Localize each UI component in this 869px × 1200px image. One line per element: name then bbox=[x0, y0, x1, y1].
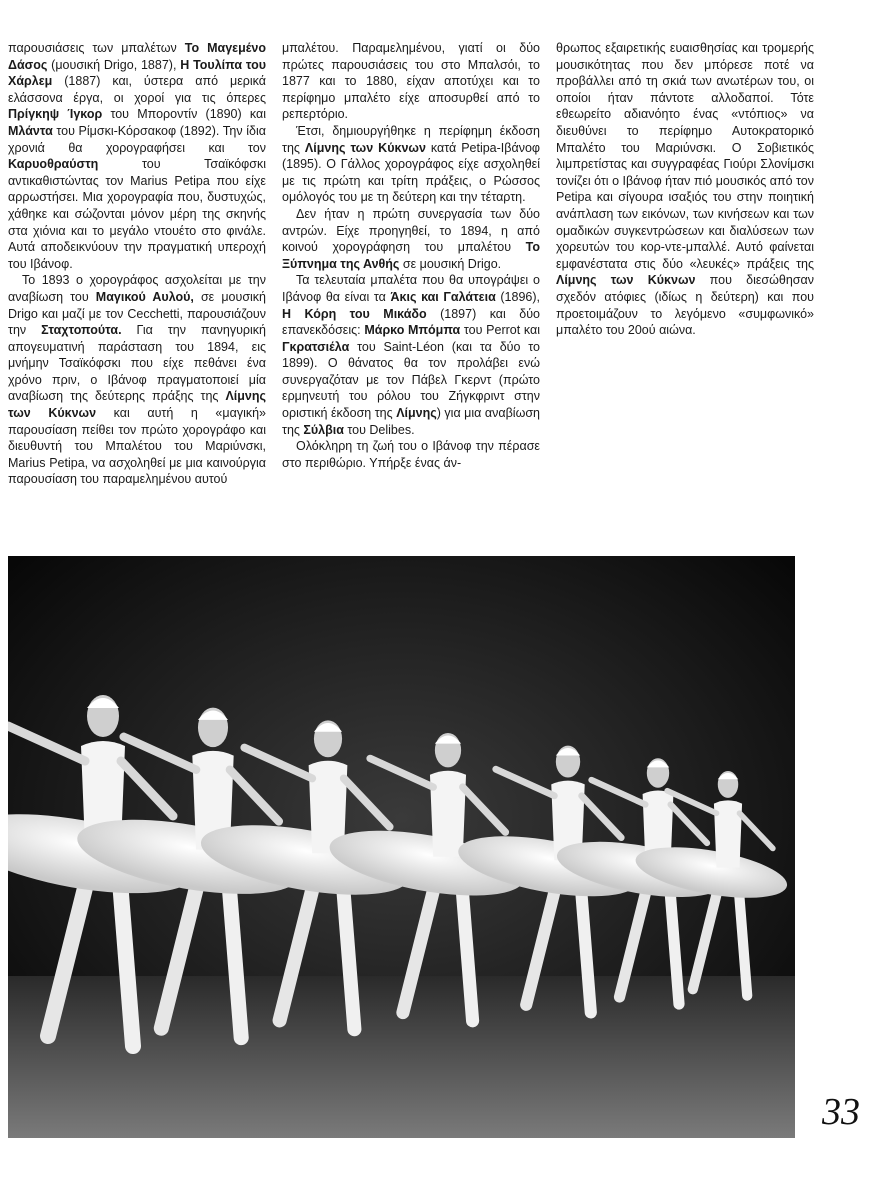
text-run: Δεν ήταν η πρώτη συνεργασία των δύο αντρών. Είχε προηγηθεί, το 1894, η από κοινού χορογράφηση του μπαλέτου bbox=[282, 206, 540, 255]
text-run: (1896), bbox=[495, 289, 540, 304]
bold-title: Πρίγκηψ Ίγκορ bbox=[8, 107, 103, 122]
text-run: και αυτή η «μαγική» παρουσίαση πείθει τον πρώτο χορογράφο και διευθυντή του Μπαλέτου του Μαριύνσκι, Marius Petipa, να ασχοληθεί με μια καινούργια παρουσίαση του παραμελημένου αυτού bbox=[8, 406, 266, 487]
text-run: Τα τελευταία μπαλέτα που θα υπογράψει ο Ιβάνοφ θα είναι τα bbox=[282, 273, 540, 304]
paragraph bbox=[8, 40, 266, 272]
bold-title: Το Ξύπνημα της Ανθής bbox=[282, 240, 540, 271]
text-run: (μουσική Drigo, 1887), bbox=[47, 57, 181, 72]
bold-title: Η Κόρη του Μικάδο bbox=[282, 306, 427, 321]
text-run: του Μποροντίν (1890) και bbox=[102, 107, 266, 122]
paragraph bbox=[282, 123, 540, 206]
text-run: παρουσιάσεις των μπαλέτων bbox=[8, 41, 185, 55]
text-run: Ολόκληρη τη ζωή του ο Ιβάνοφ την πέρασε στο περιθώριο. Υπήρξε ένας άν- bbox=[282, 439, 540, 470]
text-column-2 bbox=[282, 40, 540, 471]
text-run: σε μουσική Drigo. bbox=[399, 256, 502, 271]
bold-title: Λίμνης bbox=[396, 406, 437, 421]
page-number: 33 bbox=[822, 1091, 860, 1133]
bold-title: Μάρκο Μπόμπα bbox=[364, 323, 461, 338]
text-run: που διεσώθησαν σχεδόν ατόφιες (ιδίως η δεύτερη) και που προετοιμάζουν το λεγόμενο «συμφωνικό» μπαλέτο του 20ού αιώνα. bbox=[556, 273, 814, 338]
bold-title: Γκρατσιέλα bbox=[282, 339, 350, 354]
bold-title: Λίμνης των Κύκνων bbox=[8, 389, 266, 421]
text-run: του Ρίμσκι-Κόρσακοφ (1892). Την ίδια χρονιά θα χορογραφήσει και τον bbox=[8, 123, 266, 155]
paragraph bbox=[282, 40, 540, 123]
bold-title: Άκις και Γαλάτεια bbox=[390, 289, 496, 304]
paragraph bbox=[282, 272, 540, 438]
paragraph bbox=[282, 438, 540, 471]
bold-title: Το Μαγεμένο Δάσος bbox=[8, 41, 266, 72]
bold-title: Σύλβια bbox=[303, 422, 344, 437]
bold-title: Μαγικού Αυλού, bbox=[95, 289, 194, 304]
text-run: του Delibes. bbox=[343, 422, 415, 437]
paragraph bbox=[8, 272, 266, 488]
text-run: Το 1893 ο χορογράφος ασχολείται με την αναβίωση του bbox=[8, 273, 266, 304]
bold-title: Η Τουλίπα του Χάρλεμ bbox=[8, 57, 266, 89]
text-run: του Τσαϊκόφσκι αντικαθιστώντας τον Marius Petipa που είχε αρρωστήσει. Μια χορογραφία που, δυστυχώς, χάθηκε και σώζονται μόνον μέρη της σκηνής στα χιόνια και το μεγάλο ντουέτο στο φινάλε. Αυτά αποδεικνύουν την πραγματική υπεροχή του Ιβάνοφ. bbox=[8, 157, 266, 271]
text-run: Για την πανηγυρική απογευματινή παράσταση του 1894, εις μνήμην Τσαϊκόφσκι που είχε πεθάνει ένα χρόνο πριν, ο Ιβάνοφ πραγματοποιεί μία αναβίωση της δεύτερης πράξης της bbox=[8, 323, 266, 404]
text-run: (1897) και δύο επανεκδόσεις: bbox=[282, 306, 540, 338]
text-run: ) για μια αναβίωση της bbox=[282, 406, 540, 437]
text-run: του Perrot και bbox=[460, 323, 540, 338]
bold-title: Λίμνης των Κύκνων bbox=[556, 273, 696, 288]
text-run: κατά Petipa-Ιβάνοφ (1895). Ο Γάλλος χορογράφος είχε ασχοληθεί με τις πρώτη και τρίτη πράξεις, ο Ρώσσος ομόλογός του με τη δεύτερη και την τέταρτη. bbox=[282, 140, 540, 205]
text-run: Έτσι, δημιουργήθηκε η περίφημη έκδοση της bbox=[282, 123, 540, 155]
bold-title: Σταχτοπούτα. bbox=[41, 323, 122, 338]
bold-title: Λίμνης των Κύκνων bbox=[304, 140, 426, 155]
text-run: του Saint-Léon (και τα δύο το 1899). Ο θάνατος θα τον προλάβει ενώ συνεργαζόταν με τον Πάβελ Γκερντ (πρώτο ερμηνευτή του ρόλου του Ζήγκφριντ στην οριστική έκδοση της bbox=[282, 339, 540, 421]
text-run: θρωπος εξαιρετικής ευαισθησίας και τρομερής μουσικότητας που δεν μπόρεσε ποτέ να προβάλλει από τη σκιά των ανωτέρων του, οι οποίοι ήταν πάντοτε αλλοδαποί. Τότε εθεωρείτο αδιανόητο ένας «ντόπιος» να διευθύνει το περίφημο Αυτοκρατορικό Μπαλέτο του Μαριύνσκι. Ο Σοβιετικός λιμπρετίστας και συγγραφέας Γιούρι Σλονίμσκι τονίζει ότι ο Ιβάνοφ ήταν πιό μουσικός από τον Petipa και σίγουρα ισαξιός του στην ποιητική ανάπλαση των εικόνων, των κινήσεων και των ομαδικών συγκεντρώσεων και διαλύσεων των χορευτών του κορ-ντε-μπαλλέ. Αυτό φαίνεται εμφανέστατα στις δύο «λευκές» πράξεις της bbox=[556, 41, 814, 271]
text-run: σε μουσική Drigo και μαζί με τον Cecchetti, παρουσιάζουν την bbox=[8, 289, 267, 338]
bold-title: Μλάντα bbox=[8, 123, 53, 138]
paragraph bbox=[556, 40, 814, 339]
text-run: μπαλέτου. Παραμελημένου, γιατί οι δύο πρώτες παρουσιάσεις του στο Μπαλσόι, το 1877 και το 1880, είχαν αποτύχει και το περίφημο μπαλέτο είχε αποσυρθεί από το ρεπερτόριο. bbox=[282, 41, 540, 122]
text-column-3 bbox=[556, 40, 814, 339]
paragraph bbox=[282, 206, 540, 272]
text-column-1 bbox=[8, 40, 266, 488]
ballet-dancers-illustration bbox=[8, 556, 795, 1138]
bold-title: Καρυοθραύστη bbox=[8, 157, 99, 172]
ballet-photograph bbox=[8, 556, 795, 1138]
text-run: (1887) και, ύστερα από μερικά ελάσσονα έργα, οι χοροί για τις όπερες bbox=[8, 74, 266, 105]
